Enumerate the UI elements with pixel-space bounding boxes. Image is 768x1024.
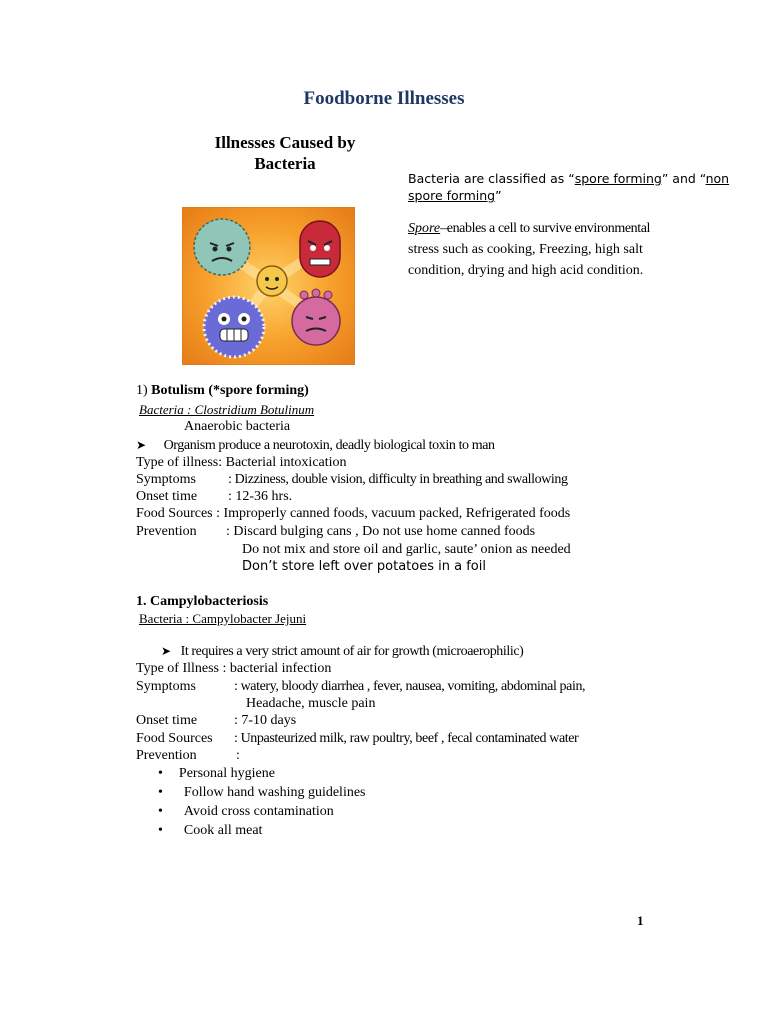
spore-definition-3: condition, drying and high acid condition.	[408, 263, 644, 278]
page-title: Foodborne Illnesses	[303, 88, 465, 109]
purple-bacterium-icon	[204, 297, 264, 357]
campylo-onset: Onset time : 7-10 days	[136, 713, 297, 728]
campylo-symptoms-2: Headache, muscle pain	[246, 696, 376, 711]
bullet-icon: •	[158, 766, 163, 781]
section-subheading: Illnesses Caused by Bacteria	[214, 133, 356, 173]
green-bacterium-icon	[194, 219, 250, 275]
botulism-type: Type of illness: Bacterial intoxication	[136, 455, 347, 470]
bullet-icon: •	[158, 804, 163, 819]
spore-definition-1: Spore–enables a cell to survive environmental	[408, 221, 651, 236]
anaerobic-label: Anaerobic bacteria	[184, 419, 291, 434]
botulism-heading: 1) Botulism (*spore forming)	[136, 383, 309, 398]
arrow-bullet-icon: ➤	[136, 438, 147, 452]
spore-definition-2: stress such as cooking, Freezing, high salt	[408, 242, 643, 257]
campylo-heading: 1. Campylobacteriosis	[136, 594, 269, 609]
campylo-bacteria: Bacteria : Campylobacter Jejuni	[139, 611, 307, 626]
red-bacterium-icon	[300, 221, 340, 277]
campylo-symptoms: Symptoms : watery, bloody diarrhea , fever, nausea, vomiting, abdominal pain,	[136, 679, 586, 694]
classification-line-1: Bacteria are classified as “spore forming” and “non	[408, 171, 730, 186]
bacteria-cartoon-image	[182, 207, 355, 365]
botulism-prevention-3: Don’t store left over potatoes in a foil	[242, 559, 486, 574]
campylo-food-sources: Food Sources : Unpasteurized milk, raw poultry, beef , fecal contaminated water	[136, 731, 579, 746]
yellow-bacterium-icon	[257, 266, 287, 296]
campylo-type: Type of Illness : bacterial infection	[136, 661, 332, 676]
botulism-prevention: Prevention : Discard bulging cans , Do not use home canned foods	[136, 524, 536, 539]
botulism-prevention-2: Do not mix and store oil and garlic, saute’ onion as needed	[242, 542, 571, 557]
classification-line-2: spore forming”	[408, 188, 502, 203]
list-item: • Follow hand washing guidelines	[158, 785, 366, 800]
botulism-organism: ➤ Organism produce a neurotoxin, deadly biological toxin to man	[136, 438, 495, 453]
bullet-icon: •	[158, 823, 163, 838]
list-item: • Personal hygiene	[158, 766, 275, 781]
page-number: 1	[637, 913, 644, 928]
arrow-bullet-icon: ➤	[161, 644, 172, 658]
bullet-icon: •	[158, 785, 163, 800]
list-item: • Avoid cross contamination	[158, 804, 334, 819]
campylo-air-requirement: ➤ It requires a very strict amount of air for growth (microaerophilic)	[161, 644, 524, 659]
botulism-symptoms: Symptoms : Dizziness, double vision, difficulty in breathing and swallowing	[136, 472, 568, 487]
botulism-bacteria: Bacteria : Clostridium Botulinum	[139, 402, 315, 417]
botulism-onset: Onset time : 12-36 hrs.	[136, 489, 293, 504]
campylo-prevention: Prevention :	[136, 748, 240, 763]
botulism-food-sources: Food Sources : Improperly canned foods, vacuum packed, Refrigerated foods	[136, 506, 571, 521]
list-item: • Cook all meat	[158, 823, 263, 838]
